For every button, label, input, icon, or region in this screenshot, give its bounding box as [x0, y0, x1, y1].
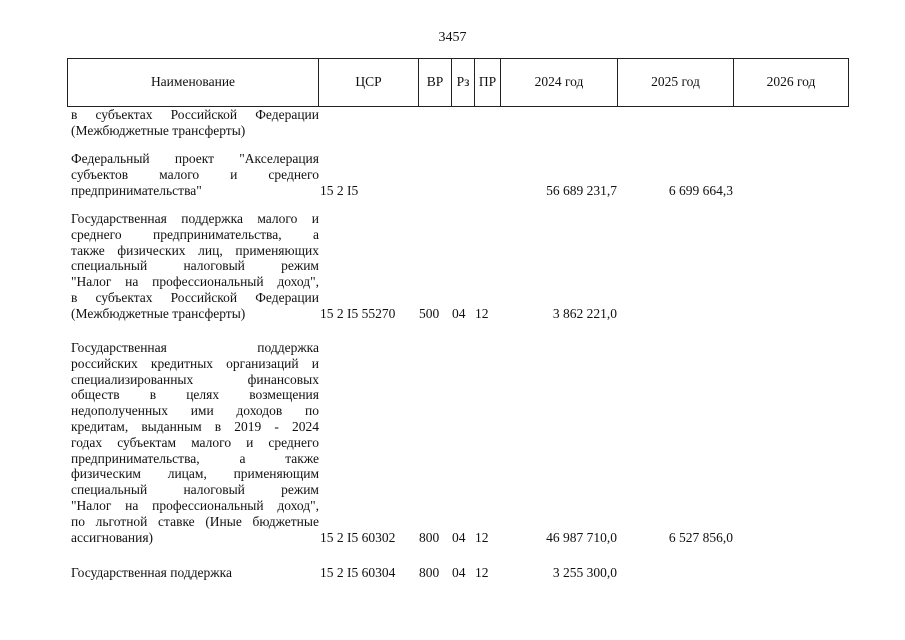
name-line [71, 482, 319, 498]
name-line [71, 498, 319, 514]
csr-cell: 15 2 I5 55270 [320, 305, 396, 321]
vr-cell [419, 123, 451, 139]
name-word: поддержка [166, 565, 232, 580]
name-line [71, 123, 319, 139]
name-word: "Налог [71, 497, 112, 513]
name-word: предпринимательства, [152, 226, 282, 242]
name-word: на [125, 274, 139, 290]
name-word: субъектах [95, 289, 153, 305]
row-name [71, 107, 319, 139]
name-line [71, 419, 319, 435]
pr-cell [475, 123, 500, 139]
name-word: 2019 [234, 418, 262, 434]
name-line [71, 387, 319, 403]
csr-cell [320, 123, 417, 139]
name-word: по [71, 513, 85, 529]
name-word: физических [117, 242, 186, 258]
name-line [71, 258, 319, 274]
name-line [71, 274, 319, 290]
name-word: недополученных [71, 403, 168, 419]
csr-cell: 15 2 I5 [320, 182, 359, 198]
name-word: применяющим [233, 466, 319, 482]
name-word: ассигнования) [71, 529, 154, 545]
name-word: а [312, 226, 319, 242]
page-number: 3457 [438, 30, 467, 45]
header-pr: ПР [478, 74, 497, 89]
amount-2024-cell: 3 255 300,0 [552, 565, 617, 580]
header-csr: ЦСР [355, 74, 382, 89]
amount-2026-cell [734, 565, 848, 581]
name-word: (Межбюджетные трансферты) [71, 122, 246, 138]
name-word: доход", [277, 497, 319, 513]
amount-2026-cell [734, 183, 848, 199]
name-word: Государственная [71, 340, 167, 355]
name-word: субъектах [95, 107, 153, 122]
vr-cell: 500 [419, 305, 440, 321]
header-name: Наименование [150, 74, 236, 89]
row-name [71, 340, 319, 545]
rz-cell: 04 [452, 305, 466, 321]
name-line [71, 514, 319, 530]
header-top-border [67, 58, 849, 59]
row-name [71, 151, 319, 198]
name-word: финансовых [247, 371, 319, 387]
name-line [71, 530, 319, 546]
amount-2026-cell [734, 306, 848, 322]
vr-cell [419, 183, 451, 199]
name-word: 2024 [292, 418, 319, 434]
name-word: - [274, 418, 279, 434]
rz-cell: 04 [452, 565, 466, 580]
name-line [71, 290, 319, 306]
name-word: по [304, 403, 319, 419]
name-word: субъектам [117, 434, 177, 450]
row-name [71, 565, 319, 581]
name-line [71, 167, 319, 183]
name-word: поддержка [257, 340, 319, 355]
name-word: проект [174, 151, 215, 166]
name-line [71, 227, 319, 243]
name-line [71, 211, 319, 227]
name-word: и [230, 166, 238, 182]
name-line [71, 340, 319, 356]
amount-2025-cell [618, 123, 733, 139]
header-2024: 2024 год [534, 74, 584, 89]
name-word: (Иные [205, 513, 242, 529]
name-word: кредитам, [71, 418, 129, 434]
name-word: а [239, 450, 246, 466]
amount-2026-cell [734, 530, 848, 546]
row-name [71, 211, 319, 322]
name-word: "Налог [71, 274, 112, 290]
name-word: в [149, 387, 157, 403]
name-word: лицам, [167, 466, 207, 482]
rz-cell [452, 123, 474, 139]
name-word: Федерации [255, 289, 319, 305]
name-word: среднего [71, 226, 122, 242]
amount-2026-cell [734, 123, 848, 139]
name-word: возмещения [249, 387, 319, 403]
name-word: льготной [95, 513, 148, 529]
name-line [71, 565, 319, 581]
header-rz: Рз [456, 74, 470, 89]
name-word: Государственная [71, 211, 167, 226]
name-word: организаций [226, 355, 299, 371]
name-word: Федеральный [71, 151, 150, 166]
name-word: Государственная [71, 565, 167, 580]
name-word: физическим [71, 466, 141, 482]
name-word: поддержка [181, 211, 243, 226]
name-line [71, 403, 319, 419]
name-word: ставке [158, 513, 195, 529]
name-word: доходов [236, 403, 283, 419]
amount-2025-cell [618, 565, 733, 581]
name-word: годах [71, 434, 103, 450]
header-border-right [848, 58, 849, 107]
name-word: также [285, 450, 319, 466]
name-word: малого [159, 166, 200, 182]
name-word: ими [190, 403, 214, 419]
name-word: специализированных [71, 371, 194, 387]
name-word: доход", [277, 274, 319, 290]
name-word: профессиональный [152, 274, 264, 290]
name-word: бюджетные [252, 513, 319, 529]
pr-cell: 12 [475, 565, 489, 580]
amount-2024-cell: 46 987 710,0 [546, 529, 617, 545]
amount-2025-cell: 6 699 664,3 [668, 182, 733, 198]
vr-cell: 800 [419, 529, 440, 545]
name-line [71, 151, 319, 167]
name-word: специальный [71, 482, 148, 498]
name-word: в [71, 107, 78, 122]
name-line [71, 451, 319, 467]
header-2025: 2025 год [651, 74, 700, 89]
name-word: налоговый [183, 482, 245, 498]
name-line [71, 435, 319, 451]
name-word: применяющих [235, 242, 319, 258]
name-line [71, 306, 319, 322]
amount-2024-cell [501, 123, 617, 139]
name-word: также [71, 242, 105, 258]
name-word: специальный [71, 258, 148, 274]
amount-2025-cell: 6 527 856,0 [668, 529, 733, 545]
name-word: предпринимательства, [71, 450, 200, 466]
name-word: целях [186, 387, 220, 403]
name-line [71, 107, 319, 123]
name-line [71, 183, 319, 199]
name-word: среднего [268, 434, 319, 450]
name-word: налоговый [183, 258, 245, 274]
name-word: в [214, 418, 222, 434]
name-word: профессиональный [152, 497, 264, 513]
name-word: и [246, 434, 254, 450]
name-word: Российской [170, 289, 238, 305]
header-vr: ВР [426, 74, 444, 89]
name-line [71, 356, 319, 372]
pr-cell: 12 [475, 529, 489, 545]
name-word: в [71, 289, 78, 305]
name-word: и [311, 355, 319, 371]
name-word: на [125, 497, 139, 513]
name-word: "Акселерация [239, 151, 319, 166]
name-word: малого [257, 211, 298, 226]
amount-2024-cell: 3 862 221,0 [552, 305, 617, 321]
name-word: обществ [71, 387, 120, 403]
name-word: предпринимательства" [71, 182, 202, 198]
name-line [71, 372, 319, 388]
name-word: лиц, [198, 242, 223, 258]
name-word: и [311, 211, 319, 226]
name-word: кредитных [150, 355, 214, 371]
amount-2024-cell: 56 689 231,7 [546, 182, 617, 198]
amount-2025-cell [618, 306, 733, 322]
csr-cell: 15 2 I5 60302 [320, 529, 396, 545]
name-line [71, 243, 319, 259]
name-line [71, 466, 319, 482]
name-word: Федерации [255, 107, 319, 122]
csr-cell: 15 2 I5 60304 [320, 565, 396, 580]
name-word: среднего [268, 166, 319, 182]
pr-cell: 12 [475, 305, 489, 321]
vr-cell: 800 [419, 565, 440, 580]
name-word: режим [281, 482, 319, 498]
pr-cell [475, 183, 500, 199]
rz-cell: 04 [452, 529, 466, 545]
header-2026: 2026 год [766, 74, 816, 89]
rz-cell [452, 183, 474, 199]
name-word: выданным [141, 418, 202, 434]
name-word: субъектов [71, 166, 129, 182]
name-word: малого [191, 434, 232, 450]
name-word: режим [281, 258, 319, 274]
name-word: (Межбюджетные трансферты) [71, 305, 246, 321]
name-word: Российской [170, 107, 238, 122]
name-word: российских [71, 355, 138, 371]
